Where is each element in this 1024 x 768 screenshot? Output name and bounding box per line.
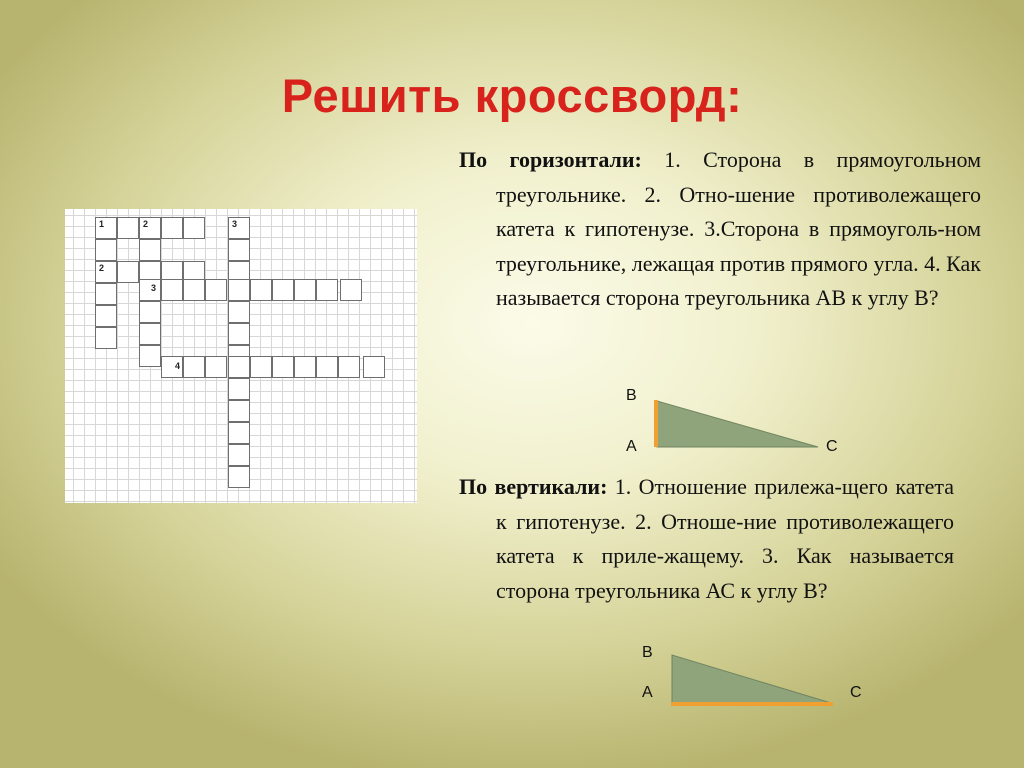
crossword-cell	[183, 217, 205, 239]
label-a: A	[642, 684, 653, 701]
crossword-cell	[272, 279, 294, 301]
crossword-cell	[95, 261, 117, 283]
clue-number: 3	[232, 219, 238, 229]
crossword-cell	[161, 356, 183, 378]
crossword-cell	[338, 356, 360, 378]
crossword-cell	[316, 356, 338, 378]
clue-number: 3	[151, 283, 157, 293]
crossword-cell	[95, 217, 117, 239]
crossword-cell	[228, 279, 250, 301]
clue-number: 1	[99, 219, 105, 229]
crossword-cell	[95, 239, 117, 261]
crossword-cell	[161, 279, 183, 301]
vertical-clues	[459, 470, 954, 608]
crossword-cell	[139, 301, 161, 323]
crossword-cell	[294, 356, 316, 378]
crossword-cell	[228, 378, 250, 400]
label-b: B	[642, 644, 653, 661]
crossword-cell	[139, 217, 161, 239]
crossword-cell	[228, 239, 250, 261]
crossword-cell	[228, 323, 250, 345]
crossword-cell	[363, 356, 385, 378]
crossword-cell	[139, 239, 161, 261]
horizontal-clues	[459, 143, 981, 316]
clue-number: 4	[175, 361, 181, 371]
label-a: A	[626, 438, 637, 455]
crossword-cell	[139, 345, 161, 367]
crossword-cell	[250, 356, 272, 378]
vertical-clues-text: 1. Отношение прилежа-щего катета к гипотенузе. 2. Отноше-ние противолежащего катета к приле-жащему. 3. Как называется сторона треугольника АС к углу В?	[496, 474, 954, 603]
crossword-cell	[95, 283, 117, 305]
crossword-cell	[272, 356, 294, 378]
horizontal-clues-text: 1. Сторона в прямоугольном треугольнике. 2. Отно-шение противолежащего катета к гипотенузе. 3.Сторона в прямоуголь-ном треугольнике, лежащая против прямого угла. 4. Как называется сторона треугольника АВ к углу В?	[496, 147, 981, 310]
horizontal-heading: По горизонтали:	[459, 147, 642, 172]
crossword-cell	[228, 301, 250, 323]
triangle-ab-diagram	[650, 398, 822, 450]
crossword-cell	[228, 466, 250, 488]
label-c: C	[850, 684, 862, 701]
crossword-cell	[117, 217, 139, 239]
crossword-cell	[161, 217, 183, 239]
crossword-grid	[65, 209, 417, 503]
crossword-cell	[95, 305, 117, 327]
crossword-cell	[228, 400, 250, 422]
crossword-cell	[250, 279, 272, 301]
crossword-cell	[340, 279, 362, 301]
crossword-cell	[294, 279, 316, 301]
triangle-shape	[672, 655, 831, 703]
vertical-heading: По вертикали:	[459, 474, 608, 499]
crossword-cell	[228, 422, 250, 444]
label-c: C	[826, 438, 838, 455]
clue-number: 2	[143, 219, 149, 229]
triangle-shape	[657, 401, 818, 447]
crossword-cell	[117, 261, 139, 283]
crossword-cell	[183, 356, 205, 378]
clue-number: 2	[99, 263, 105, 273]
label-b: B	[626, 387, 637, 404]
triangle-ac-diagram	[666, 652, 838, 708]
crossword-cell	[139, 323, 161, 345]
crossword-cell	[95, 327, 117, 349]
page-title: Решить кроссворд:	[281, 69, 743, 122]
crossword-cell	[228, 444, 250, 466]
crossword-cell	[228, 356, 250, 378]
crossword-cell	[205, 356, 227, 378]
crossword-cell	[139, 279, 161, 301]
crossword-cell	[205, 279, 227, 301]
crossword-cell	[316, 279, 338, 301]
crossword-cell	[228, 217, 250, 239]
crossword-cell	[183, 279, 205, 301]
